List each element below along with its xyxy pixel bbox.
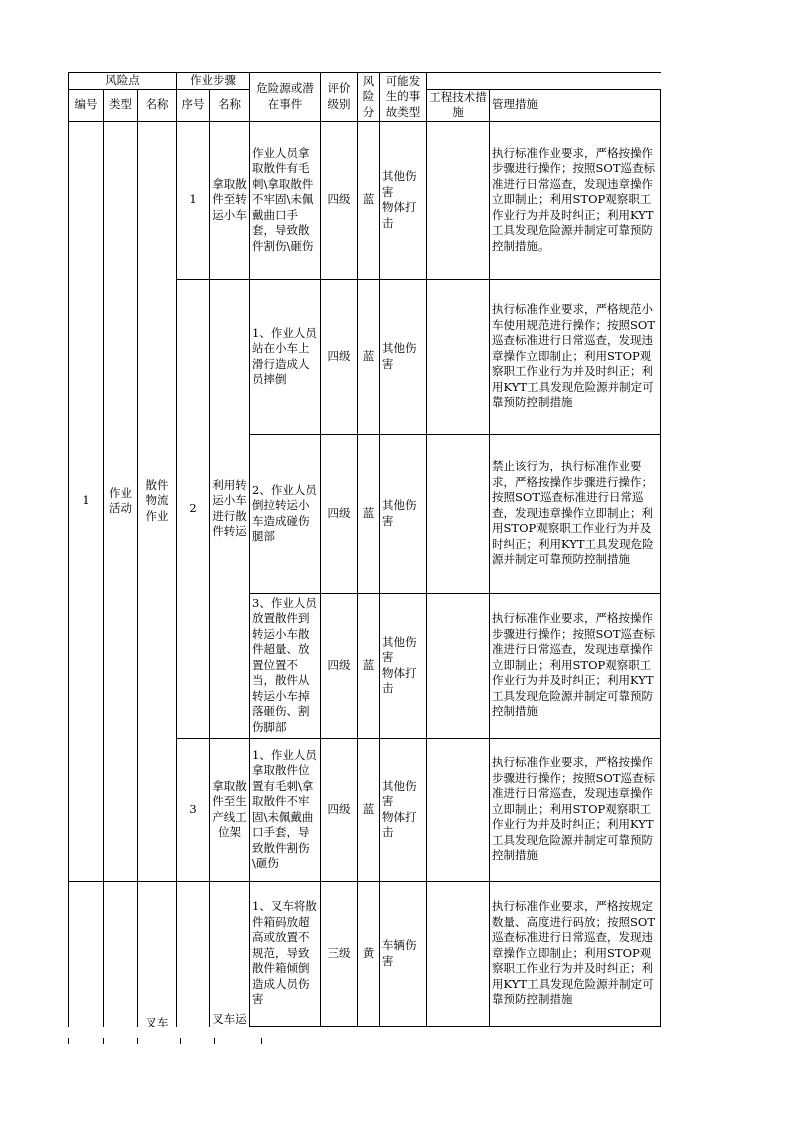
management-cell: 执行标准作业要求，严格规范小车使用规范进行操作；按照SOT巡查标准进行日常巡查，发现违章操作立即制止；利用STOP观察职工作业行为并及时纠正；利用KYT工具发现危险源并制定可靠预防控制措施 bbox=[490, 279, 661, 434]
accident-cell: 其他伤害 物体打击 bbox=[380, 121, 427, 279]
header-eval-level: 评价级别 bbox=[321, 73, 358, 122]
management-cell: 执行标准作业要求，严格按规定数量、高度进行码放；按照SOT巡查标准进行日常巡查，发现违章操作立即制止；利用STOP观察职工作业行为并及时纠正；利用KYT工具发现危险源并制定可靠预防控制措施 bbox=[490, 881, 661, 1026]
color-cell: 蓝 bbox=[358, 279, 380, 434]
color-cell: 蓝 bbox=[358, 738, 380, 881]
group2-type bbox=[104, 881, 138, 1027]
group-no: 1 bbox=[69, 121, 104, 881]
management-cell: 执行标准作业要求，严格按操作步骤进行操作；按照SOT巡查标准进行日常巡查，发现违章操作立即制止；利用STOP观察职工作业行为并及时纠正；利用KYT工具发现危险源并制定可靠预防控制措施 bbox=[490, 593, 661, 738]
engineering-cell bbox=[427, 738, 490, 881]
header-name: 名称 bbox=[138, 89, 177, 121]
step-name: 拿取散件至转运小车 bbox=[210, 121, 250, 279]
hazard-cell: 1、叉车将散件箱码放超高或放置不规范，导致散件箱倾倒造成人员伤害 bbox=[250, 881, 321, 1026]
group-type: 作业活动 bbox=[104, 121, 138, 881]
group2-step-name-text: 叉车运 bbox=[212, 1011, 247, 1026]
engineering-cell bbox=[427, 279, 490, 434]
group2-step-name bbox=[210, 881, 250, 1027]
table-row bbox=[69, 881, 661, 1026]
engineering-cell bbox=[427, 434, 490, 593]
color-cell: 黄 bbox=[358, 881, 380, 1026]
level-cell: 四级 bbox=[321, 121, 358, 279]
step-seq: 3 bbox=[177, 738, 210, 881]
management-cell: 执行标准作业要求，严格按操作步骤进行操作；按照SOT巡查标准进行日常巡查，发现违章操作立即制止；利用STOP观察职工作业行为并及时纠正；利用KYT工具发现危险源并制定可靠预防控制措施 bbox=[490, 738, 661, 881]
header-seq: 序号 bbox=[177, 89, 210, 121]
cutoff-edges bbox=[68, 1038, 262, 1044]
engineering-cell bbox=[427, 121, 490, 279]
header-accident-type: 可能发生的事故类型 bbox=[380, 73, 427, 122]
risk-assessment-table bbox=[68, 72, 661, 1027]
step-seq: 1 bbox=[177, 121, 210, 279]
hazard-cell: 1、作业人员拿取散件位置有毛刺\拿取散件不牢固\未佩戴曲口手套，导致散件割伤\砸伤 bbox=[250, 738, 321, 881]
level-cell: 四级 bbox=[321, 434, 358, 593]
accident-cell: 车辆伤害 bbox=[380, 881, 427, 1026]
engineering-cell bbox=[427, 881, 490, 1026]
group-name: 散件物流作业 bbox=[138, 121, 177, 881]
level-cell: 四级 bbox=[321, 279, 358, 434]
group2-no bbox=[69, 881, 104, 1027]
management-cell: 执行标准作业要求，严格按操作步骤进行操作；按照SOT巡查标准进行日常巡查，发现违章操作立即制止；利用STOP观察职工作业行为并及时纠正；利用KYT工具发现危险源并制定可靠预防控制措施。 bbox=[490, 121, 661, 279]
header-no: 编号 bbox=[69, 89, 104, 121]
header-work-step: 作业步骤 bbox=[177, 73, 250, 90]
hazard-cell: 3、作业人员放置散件到转运小车散件超量、放置位置不当，散件从转运小车掉落砸伤、割伤脚部 bbox=[250, 593, 321, 738]
accident-cell: 其他伤害 bbox=[380, 279, 427, 434]
hazard-cell: 作业人员拿取散件有毛刺\拿取散件不牢固\未佩戴曲口手套，导致散件割伤\砸伤 bbox=[250, 121, 321, 279]
engineering-cell bbox=[427, 593, 490, 738]
group2-seq bbox=[177, 881, 210, 1027]
level-cell: 三级 bbox=[321, 881, 358, 1026]
cutoff-filler bbox=[250, 1026, 661, 1027]
group2-name bbox=[138, 881, 177, 1027]
accident-cell: 其他伤害 bbox=[380, 434, 427, 593]
header-step-name: 名称 bbox=[210, 89, 250, 121]
header-management: 管理措施 bbox=[490, 89, 661, 121]
header-risk-point: 风险点 bbox=[69, 73, 177, 90]
table-row bbox=[69, 121, 661, 279]
step-seq: 2 bbox=[177, 279, 210, 738]
management-cell: 禁止该行为，执行标准作业要求，严格按操作步骤进行操作；按照SOT巡查标准进行日常巡查，发现违章操作立即制止；利用STOP观察职工作业行为并及时纠正；利用KYT工具发现危险源并制定可靠预防控制措施 bbox=[490, 434, 661, 593]
group2-name-text: 叉车 bbox=[145, 1015, 169, 1027]
hazard-cell: 1、作业人员站在小车上滑行造成人员摔倒 bbox=[250, 279, 321, 434]
hazard-cell: 2、作业人员倒拉转运小车造成碰伤腿部 bbox=[250, 434, 321, 593]
color-cell: 蓝 bbox=[358, 593, 380, 738]
header-type: 类型 bbox=[104, 89, 138, 121]
step-name: 拿取散件至生产线工位架 bbox=[210, 738, 250, 881]
accident-cell: 其他伤害 物体打击 bbox=[380, 593, 427, 738]
level-cell: 四级 bbox=[321, 593, 358, 738]
header-risk-score: 风险分 bbox=[358, 73, 380, 122]
level-cell: 四级 bbox=[321, 738, 358, 881]
color-cell: 蓝 bbox=[358, 434, 380, 593]
step-name: 利用转运小车进行散件转运 bbox=[210, 279, 250, 738]
header-hazard: 危险源或潜在事件 bbox=[250, 73, 321, 122]
header-filler bbox=[427, 73, 661, 90]
header-engineering: 工程技术措施 bbox=[427, 89, 490, 121]
accident-cell: 其他伤害 物体打击 bbox=[380, 738, 427, 881]
color-cell: 蓝 bbox=[358, 121, 380, 279]
